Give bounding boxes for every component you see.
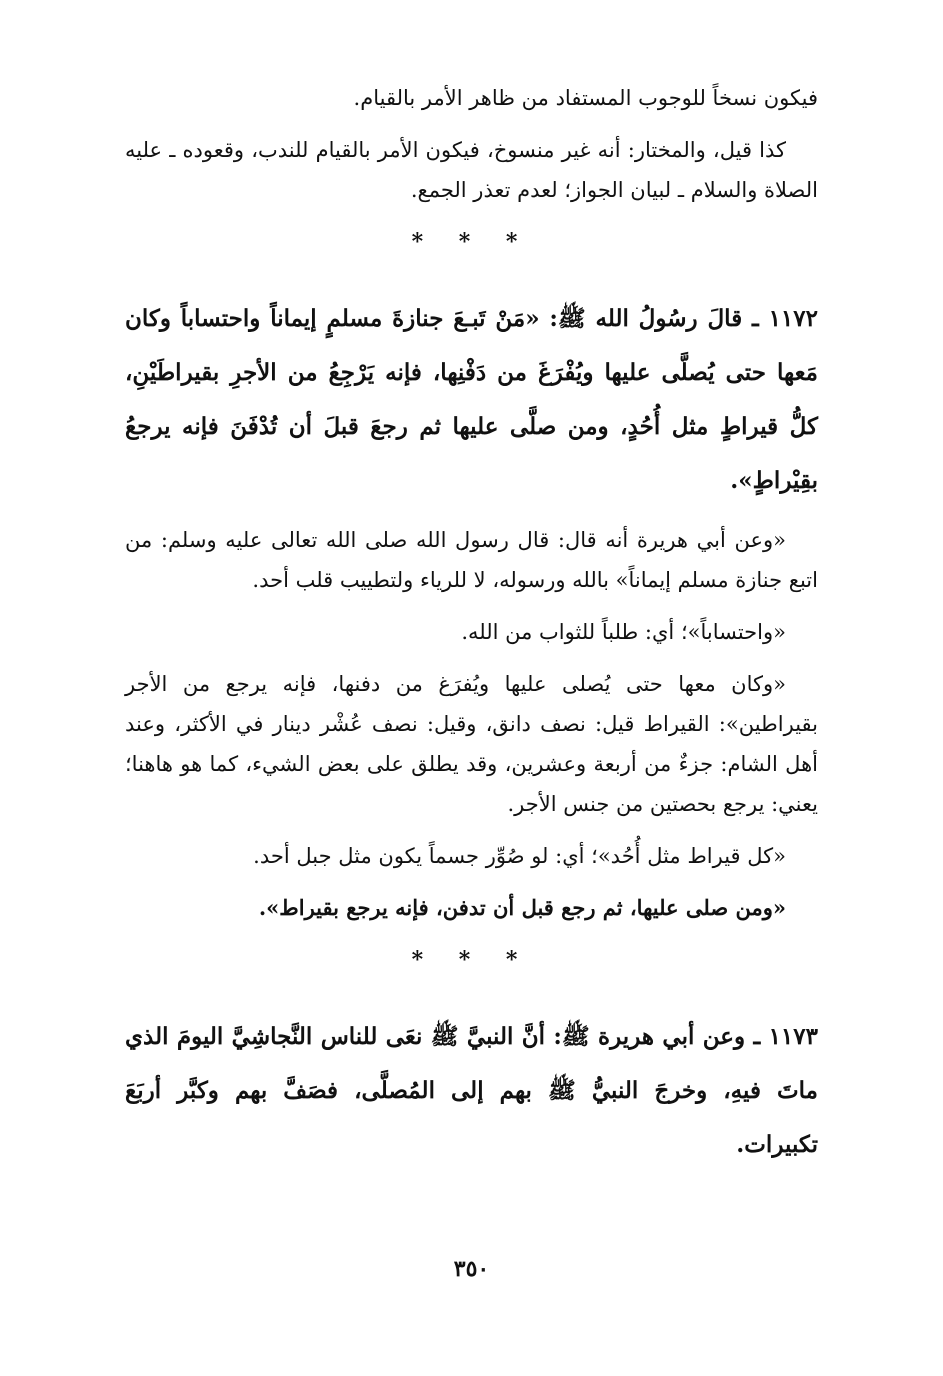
- paragraph-opinion: كذا قيل، والمختار: أنه غير منسوخ، فيكون الأمر بالقيام للندب، وقعوده ـ عليه الصلاة والسلام ـ لبيان الجواز؛ لعدم تعذر الجمع.: [125, 138, 818, 202]
- commentary-4: «كل قيراط مثل أُحُد»؛ أي: لو صُوِّر جسماً يكون مثل جبل أحد.: [253, 844, 786, 868]
- spacer: [125, 980, 818, 1010]
- paragraph-continuation: فيكون نسخاً للوجوب المستفاد من ظاهر الأمر بالقيام.: [353, 86, 818, 110]
- commentary-5: «ومن صلى عليها، ثم رجع قبل أن تدفن، فإنه يرجع بقيراط».: [258, 895, 786, 920]
- spacer: [125, 876, 818, 888]
- spacer: [125, 600, 818, 612]
- commentary-1: «وعن أبي هريرة أنه قال: قال رسول الله صلى الله تعالى عليه وسلم: من اتبع جنازة مسلم إيماناً» بالله ورسوله، لا للرياء ولتطييب قلب أحد.: [125, 528, 818, 592]
- spacer: [125, 508, 818, 520]
- hadith-1172: ١١٧٢ ـ قالَ رسُولُ الله ﷺ: «مَنْ تَبـعَ جنازةَ مسلمٍ إيماناً واحتساباً وكان مَعها حتى يُصلَّى عليها ويُفْرَغَ من دَفْنِها، فإنه يَرْجِعُ من الأجرِ بقيراطَيْنِ، كلُّ قيراطٍ مثل أُحُدٍ، ومن صلَّى عليها ثم رجعَ قبلَ أن تُدْفَنَ فإنه يرجعُ بقِيْراطٍ».: [125, 305, 818, 494]
- commentary-2: «واحتساباً»؛ أي: طلباً للثواب من الله.: [461, 620, 786, 644]
- hadith-1173: ١١٧٣ ـ وعن أبي هريرة ﷺ: أنَّ النبيَّ ﷺ نعَى للناس النَّجاشِيَّ اليومَ الذي ماتَ فيهِ، وخرجَ النبيُّ ﷺ بهم إلى المُصلَّى، فصَفَّ بهم وكبَّر أربَعَ تكبيرات.: [125, 1023, 818, 1158]
- page-body: [125, 78, 818, 1172]
- spacer: [125, 824, 818, 836]
- spacer: [125, 652, 818, 664]
- commentary-3: «وكان معها حتى يُصلى عليها ويُفرَغ من دفنها، فإنه يرجع من الأجر بقيراطين»: القيراط قيل: نصف دانق، وقيل: نصف عُشْر دينار في الأكثر، وعند أهل الشام: جزءٌ من أربعة وعشرين، وقد يطلق على بعض الشيء، كما هو هاهنا؛ يعني: يرجع بحصتين من جنس الأجر.: [125, 672, 818, 816]
- section-separator: * * *: [411, 229, 532, 255]
- section-separator: * * *: [411, 947, 532, 973]
- spacer: [125, 262, 818, 292]
- spacer: [125, 210, 818, 222]
- spacer: [125, 118, 818, 130]
- page-number: ٣٥٠: [453, 1256, 490, 1282]
- spacer: [125, 928, 818, 940]
